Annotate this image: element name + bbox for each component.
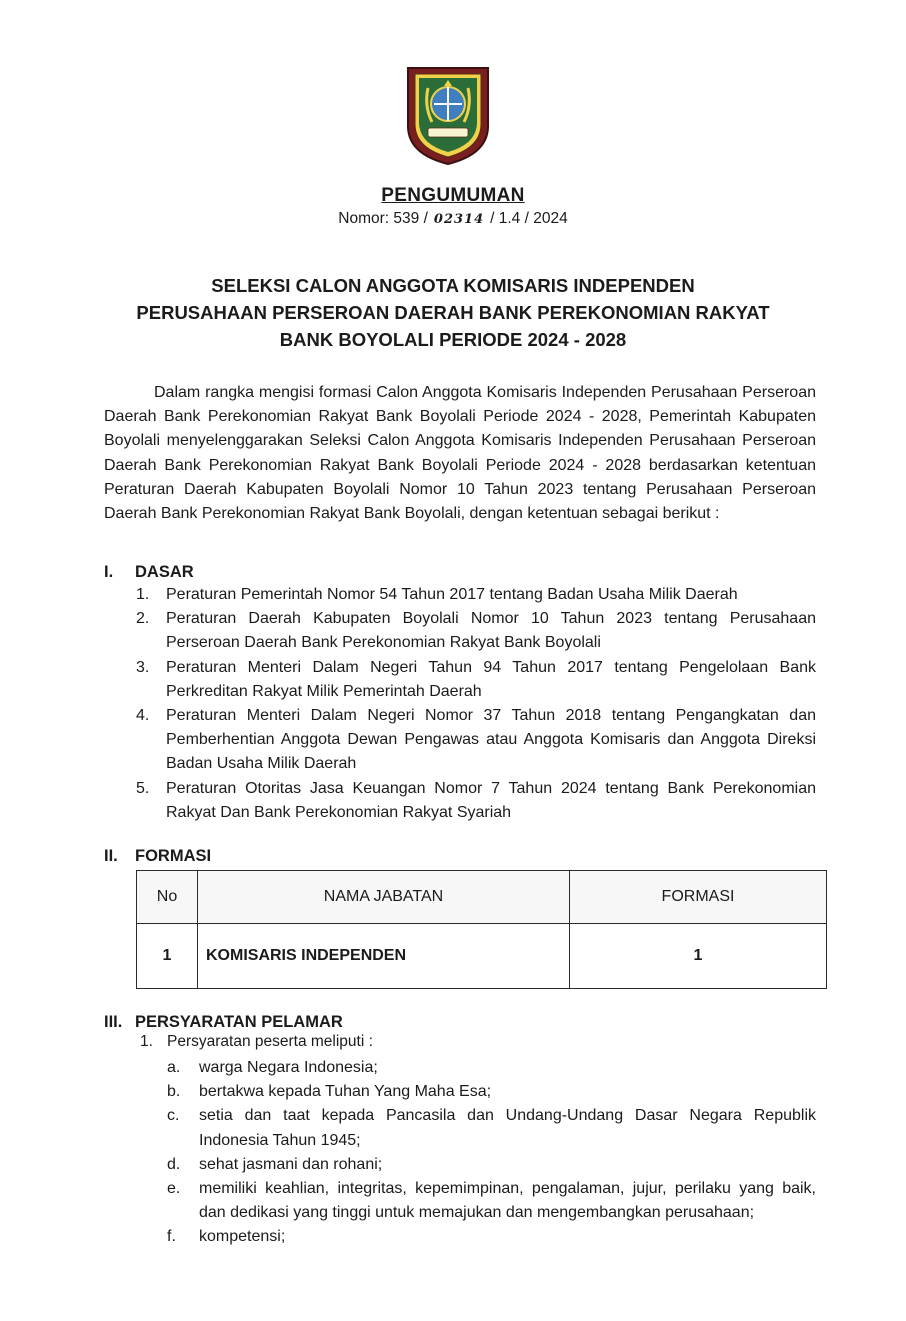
formasi-table <box>136 870 827 989</box>
subtitle-line: SELEKSI CALON ANGGOTA KOMISARIS INDEPENDEN <box>211 275 695 296</box>
table-header-row <box>137 871 827 924</box>
item-marker: e. <box>167 1180 181 1198</box>
boyolali-coat-of-arms-logo <box>404 64 492 168</box>
item-marker: f. <box>167 1228 176 1246</box>
item-text: warga Negara Indonesia; <box>199 1059 378 1076</box>
item-text: memiliki keahlian, integritas, kepemimpinan, pengalaman, jujur, perilaku yang baik, dan dedikasi yang tinggi untuk memajukan dan mengembangkan perusahaan; <box>199 1180 816 1222</box>
item-text: bertakwa kepada Tuhan Yang Maha Esa; <box>199 1083 492 1101</box>
list-item <box>167 1080 816 1104</box>
item-text: sehat jasmani dan rohani; <box>199 1155 383 1173</box>
section-label: DASAR <box>135 563 194 581</box>
cell-nama-jabatan: KOMISARIS INDEPENDEN <box>198 924 570 989</box>
cell-formasi: 1 <box>570 924 827 989</box>
item-text: kompetensi; <box>199 1228 286 1246</box>
item-marker: 2. <box>136 610 150 628</box>
document-number <box>0 210 906 228</box>
handwritten-number: 02314 <box>433 212 485 227</box>
section-number: I. <box>104 563 114 581</box>
cell-no: 1 <box>137 924 198 989</box>
item-marker: 3. <box>136 658 150 676</box>
column-header-no: No <box>137 871 198 924</box>
list-item <box>136 656 816 704</box>
list-item <box>167 1153 816 1177</box>
item-marker: d. <box>167 1155 181 1173</box>
item-marker: 5. <box>136 779 150 797</box>
subtitle-line: PERUSAHAAN PERSEROAN DAERAH BANK PEREKONOMIAN RAKYAT <box>136 302 770 323</box>
list-item <box>136 583 816 607</box>
item-text: Peraturan Menteri Dalam Negeri Nomor 37 Tahun 2018 tentang Pengangkatan dan Pemberhentian Anggota Dewan Pengawas atau Anggota Komisaris dan Anggota Direksi Badan Usaha Milik Daerah <box>166 707 816 773</box>
announcement-subtitle <box>0 272 906 353</box>
section-label: PERSYARATAN PELAMAR <box>135 1013 343 1031</box>
list-item <box>136 704 816 777</box>
item-text: Peraturan Otoritas Jasa Keuangan Nomor 7 Tahun 2024 tentang Bank Perekonomian Rakyat Dan Bank Perekonomian Rakyat Syariah <box>166 779 816 821</box>
item-marker: c. <box>167 1107 180 1125</box>
item-marker: 1. <box>136 586 150 603</box>
column-header-formasi: FORMASI <box>570 871 827 924</box>
list-item <box>167 1056 816 1080</box>
item-marker: a. <box>167 1059 181 1076</box>
item-text: Persyaratan peserta meliputi : <box>167 1033 373 1050</box>
item-text: setia dan taat kepada Pancasila dan Undang-Undang Dasar Negara Republik Indonesia Tahun 1945; <box>199 1107 816 1149</box>
section-number: II. <box>104 847 118 865</box>
table-row <box>137 924 827 989</box>
item-marker: b. <box>167 1083 181 1101</box>
column-header-nama-jabatan: NAMA JABATAN <box>198 871 570 924</box>
dasar-list <box>136 583 816 825</box>
item-text: Peraturan Pemerintah Nomor 54 Tahun 2017 tentang Badan Usaha Milik Daerah <box>166 586 738 603</box>
list-item <box>167 1225 816 1249</box>
list-item <box>136 777 816 825</box>
subtitle-line: BANK BOYOLALI PERIODE 2024 - 2028 <box>279 329 627 350</box>
item-text: Peraturan Menteri Dalam Negeri Tahun 94 Tahun 2017 tentang Pengelolaan Bank Perkreditan Rakyat Milik Pemerintah Daerah <box>166 658 816 700</box>
item-marker: 1. <box>140 1033 153 1050</box>
list-item <box>167 1177 816 1225</box>
announcement-title: PENGUMUMAN <box>381 185 525 206</box>
intro-paragraph: Dalam rangka mengisi formasi Calon Anggota Komisaris Independen Perusahaan Perseroan Daerah Bank Perekonomian Rakyat Bank Boyolali Periode 2024 - 2028, Pemerintah Kabupaten Boyolali menyelenggarakan Seleksi Calon Anggota Komisaris Independen Perusahaan Perseroan Daerah Bank Perekonomian Rakyat Bank Boyolali Periode 2024 - 2028 berdasarkan ketentuan Peraturan Daerah Kabupaten Boyolali Nomor 10 Tahun 2023 tentang Perusahaan Perseroan Daerah Bank Perekonomian Rakyat Bank Boyolali, dengan ketentuan sebagai berikut : <box>104 384 816 523</box>
persyaratan-intro <box>140 1033 373 1051</box>
list-item <box>167 1104 816 1152</box>
section-number: III. <box>104 1013 123 1031</box>
section-label: FORMASI <box>135 847 212 865</box>
list-item <box>136 607 816 655</box>
item-marker: 4. <box>136 707 150 725</box>
document-number-prefix: Nomor: 539 / <box>338 210 428 227</box>
item-text: Peraturan Daerah Kabupaten Boyolali Nomor 10 Tahun 2023 tentang Perusahaan Perseroan Daerah Bank Perekonomian Rakyat Bank Boyolali <box>166 610 816 652</box>
persyaratan-list <box>167 1056 816 1250</box>
document-number-suffix: / 1.4 / 2024 <box>490 210 568 227</box>
